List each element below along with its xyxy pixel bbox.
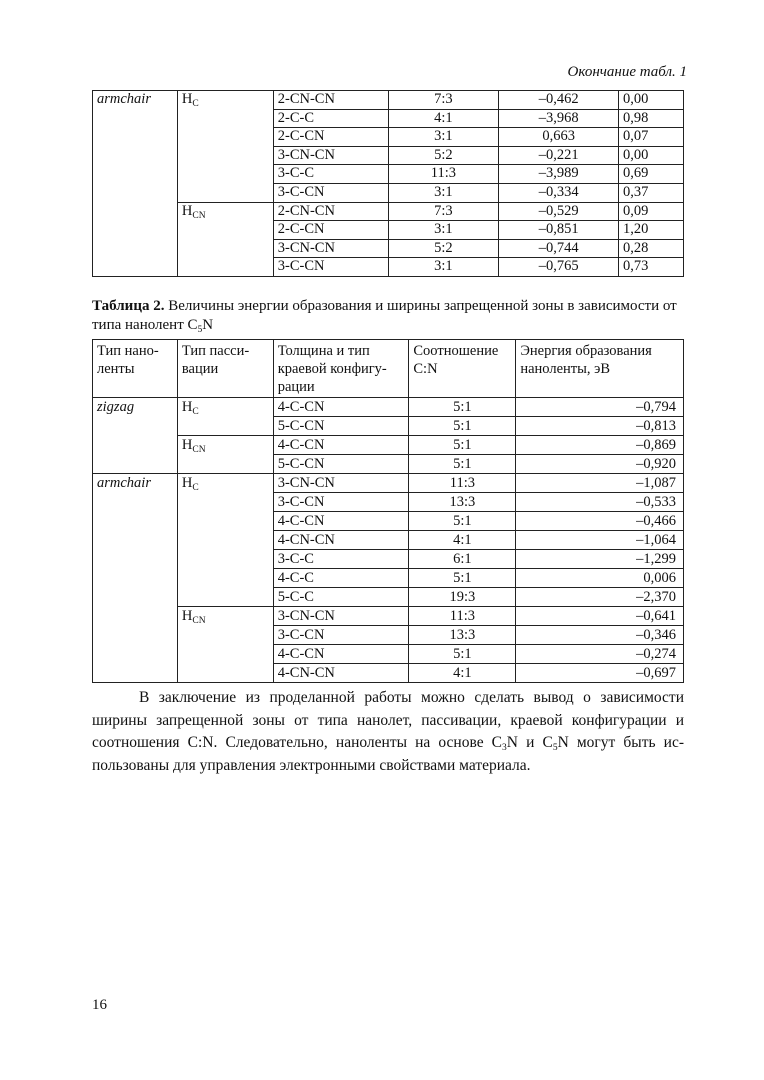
nanoribbon-type-cell — [93, 512, 178, 531]
table-row — [93, 183, 684, 202]
table-cell: 4:1 — [409, 531, 516, 550]
table-row — [93, 550, 684, 569]
table-row — [93, 645, 684, 664]
nanoribbon-type-cell — [93, 183, 178, 202]
nanoribbon-type-cell — [93, 202, 178, 221]
passivation-cell — [177, 436, 273, 455]
nanoribbon-type-cell — [93, 146, 178, 165]
passivation-cell — [177, 474, 273, 493]
table-header-row — [93, 340, 684, 398]
table-cell: –0,533 — [516, 493, 684, 512]
table-cell: 11:3 — [409, 607, 516, 626]
nanoribbon-type-cell — [93, 588, 178, 607]
table-cell: 3-C-C — [273, 165, 388, 184]
table-cell: 5:1 — [409, 436, 516, 455]
table-cell: 5:1 — [409, 569, 516, 588]
table-cell: –0,744 — [499, 239, 619, 258]
passivation-cell — [177, 109, 273, 128]
conclusion-paragraph: В заключение из проделанной работы можно сделать вывод о зависимости ширины запрещенной зоны от типа нанолет, пассивации, краевой конфигурации и соотношения C:N. Следовательно, наноленты на основе $C_3N$ и $C_5N$ могут быть ис-пользованы для управления электронными свойствами материала. — [92, 689, 685, 774]
table-cell: 2-CN-CN — [273, 91, 388, 110]
table-cell: 4-CN-CN — [273, 664, 409, 683]
table-cell: 2-CN-CN — [273, 202, 388, 221]
nanoribbon-type-cell — [93, 664, 178, 683]
table-cell: 5:2 — [388, 239, 499, 258]
passivation-symbol: H — [181, 437, 193, 453]
passivation-cell — [177, 588, 273, 607]
table-row — [93, 109, 684, 128]
table-cell: 0,663 — [499, 128, 619, 147]
passivation-cell — [177, 398, 273, 417]
passivation-symbol: H — [181, 475, 193, 491]
table-cell: 5:2 — [388, 146, 499, 165]
table-cell: –0,794 — [516, 398, 684, 417]
nanoribbon-type-cell: armchair — [93, 91, 178, 110]
table-cell: 5-C-C — [273, 588, 409, 607]
table-cell: 7:3 — [388, 91, 499, 110]
table-cell: –0,851 — [499, 221, 619, 240]
table-cell: 0,98 — [619, 109, 684, 128]
table-cell: 0,00 — [619, 146, 684, 165]
table-row — [93, 91, 684, 110]
table-cell: 0,006 — [516, 569, 684, 588]
passivation-cell — [177, 128, 273, 147]
passivation-cell — [177, 645, 273, 664]
table-cell: 13:3 — [409, 493, 516, 512]
table-cell: 3:1 — [388, 221, 499, 240]
table-header-cell: Тип пасси- вации — [177, 340, 273, 398]
table-row — [93, 202, 684, 221]
table-cell: 5:1 — [409, 417, 516, 436]
table-cell: –0,346 — [516, 626, 684, 645]
table-1-continuation — [92, 90, 684, 277]
table-row — [93, 569, 684, 588]
table-cell: 6:1 — [409, 550, 516, 569]
table-cell: 0,07 — [619, 128, 684, 147]
passivation-symbol: H — [181, 399, 193, 415]
nanoribbon-type-cell — [93, 417, 178, 436]
table-row — [93, 474, 684, 493]
passivation-cell — [177, 183, 273, 202]
nanoribbon-type-cell — [93, 239, 178, 258]
table-cell: 5:1 — [409, 455, 516, 474]
nanoribbon-type-cell — [93, 109, 178, 128]
nanoribbon-type-cell — [93, 626, 178, 645]
table-cell: 4:1 — [409, 664, 516, 683]
table-cell: 3-C-CN — [273, 183, 388, 202]
table-cell: 7:3 — [388, 202, 499, 221]
table-cell: –1,064 — [516, 531, 684, 550]
passivation-cell — [177, 626, 273, 645]
table-cell: –0,920 — [516, 455, 684, 474]
table-cell: 13:3 — [409, 626, 516, 645]
table-row — [93, 165, 684, 184]
passivation-symbol: H — [181, 202, 193, 219]
passivation-cell — [177, 146, 273, 165]
table-cell: 4-CN-CN — [273, 531, 409, 550]
table-cell: –0,765 — [499, 258, 619, 277]
nanoribbon-type-cell: zigzag — [93, 398, 178, 417]
table-cell: 3-CN-CN — [273, 239, 388, 258]
table-cell: 3:1 — [388, 183, 499, 202]
passivation-symbol: H — [181, 608, 193, 624]
table-cell: 3-CN-CN — [273, 607, 409, 626]
nanoribbon-type-cell: armchair — [93, 474, 178, 493]
page-number: 16 — [92, 997, 107, 1013]
table-header-cell: Соотношение C:N — [409, 340, 516, 398]
nanoribbon-type-cell — [93, 455, 178, 474]
table-row — [93, 417, 684, 436]
table-cell: –0,274 — [516, 645, 684, 664]
table-row — [93, 146, 684, 165]
table-cell: 11:3 — [409, 474, 516, 493]
table-row — [93, 128, 684, 147]
passivation-cell — [177, 239, 273, 258]
table-cell: 3-C-C — [273, 550, 409, 569]
passivation-subscript: C — [192, 483, 199, 493]
table-row — [93, 221, 684, 240]
table-cell: –0,529 — [499, 202, 619, 221]
passivation-symbol: H — [181, 91, 193, 107]
table-cell: 0,37 — [619, 183, 684, 202]
passivation-cell — [177, 221, 273, 240]
table-cell: 3-CN-CN — [273, 474, 409, 493]
passivation-cell — [177, 607, 273, 626]
table-cell: 3-CN-CN — [273, 146, 388, 165]
passivation-subscript: CN — [192, 445, 206, 455]
table-cell: 4:1 — [388, 109, 499, 128]
table-row — [93, 398, 684, 417]
nanoribbon-type-cell — [93, 550, 178, 569]
table-cell: 4-C-CN — [273, 645, 409, 664]
table-row — [93, 588, 684, 607]
table-cell: 4-C-C — [273, 569, 409, 588]
table-cell: –2,370 — [516, 588, 684, 607]
table-cell: 2-C-C — [273, 109, 388, 128]
table-cell: 3-C-CN — [273, 258, 388, 277]
nanoribbon-type-cell — [93, 569, 178, 588]
table-cell: 3-C-CN — [273, 493, 409, 512]
passivation-cell — [177, 417, 273, 436]
table-cell: 19:3 — [409, 588, 516, 607]
table-row — [93, 512, 684, 531]
passivation-cell — [177, 664, 273, 683]
table-cell: –0,221 — [499, 146, 619, 165]
table-cell: –0,641 — [516, 607, 684, 626]
passivation-subscript: CN — [192, 616, 206, 626]
table-cell: 0,09 — [619, 202, 684, 221]
table-cell: –1,087 — [516, 474, 684, 493]
passivation-subscript: C — [192, 407, 199, 417]
passivation-cell — [177, 531, 273, 550]
table-cell: 11:3 — [388, 165, 499, 184]
table-cell: –3,968 — [499, 109, 619, 128]
nanoribbon-type-cell — [93, 221, 178, 240]
table-row — [93, 493, 684, 512]
table-cell: 5:1 — [409, 512, 516, 531]
passivation-cell — [177, 569, 273, 588]
passivation-cell — [177, 258, 273, 277]
table-row — [93, 239, 684, 258]
table-2 — [92, 339, 684, 683]
table-cell: –1,299 — [516, 550, 684, 569]
table-cell: 5:1 — [409, 645, 516, 664]
passivation-cell — [177, 550, 273, 569]
nanoribbon-type-cell — [93, 607, 178, 626]
table-cell: 5-C-CN — [273, 417, 409, 436]
table-row — [93, 607, 684, 626]
table-cell: 3-C-CN — [273, 626, 409, 645]
table-row — [93, 455, 684, 474]
table-cell: –0,869 — [516, 436, 684, 455]
table-cell: –0,334 — [499, 183, 619, 202]
passivation-subscript: CN — [192, 210, 206, 221]
table-cell: 4-C-CN — [273, 398, 409, 417]
caption-subscript: 5 — [197, 325, 203, 335]
table-row — [93, 626, 684, 645]
passivation-cell — [177, 165, 273, 184]
table-row — [93, 258, 684, 277]
table-cell: 0,69 — [619, 165, 684, 184]
table-header-cell: Тип нано- ленты — [93, 340, 178, 398]
passivation-cell — [177, 493, 273, 512]
nanoribbon-type-cell — [93, 436, 178, 455]
table-cell: 4-C-CN — [273, 436, 409, 455]
table-cell: 2-C-CN — [273, 128, 388, 147]
table-cell: –0,462 — [499, 91, 619, 110]
nanoribbon-type-cell — [93, 258, 178, 277]
table-header-cell: Энергия образования наноленты, эВ — [516, 340, 684, 398]
table-cell: 4-C-CN — [273, 512, 409, 531]
table-cell: 3:1 — [388, 258, 499, 277]
table-row — [93, 531, 684, 550]
table-cell: 0,73 — [619, 258, 684, 277]
table-cell: –0,697 — [516, 664, 684, 683]
table-cell: 5:1 — [409, 398, 516, 417]
table-row — [93, 664, 684, 683]
table-cell: 5-C-CN — [273, 455, 409, 474]
passivation-subscript: C — [192, 99, 199, 109]
table-2-caption — [92, 297, 692, 335]
table-cell: –0,466 — [516, 512, 684, 531]
passivation-cell — [177, 512, 273, 531]
nanoribbon-type-cell — [93, 165, 178, 184]
table-cell: –3,989 — [499, 165, 619, 184]
table-header-cell: Толщина и тип краевой конфигу- рации — [273, 340, 409, 398]
caption-text: Величины энергии образования и ширины запрещенной зоны в зависимости от типа нанолент C — [92, 298, 677, 333]
passivation-cell — [177, 91, 273, 110]
table-cell: 3:1 — [388, 128, 499, 147]
caption-label: Таблица 2. — [92, 298, 165, 314]
nanoribbon-type-cell — [93, 531, 178, 550]
table-cell: 2-C-CN — [273, 221, 388, 240]
table-cell: 0,28 — [619, 239, 684, 258]
table-continuation-label: Окончание табл. 1 — [567, 64, 687, 80]
table-row — [93, 436, 684, 455]
passivation-cell — [177, 455, 273, 474]
table-cell: 0,00 — [619, 91, 684, 110]
passivation-cell — [177, 202, 273, 221]
table-cell: –0,813 — [516, 417, 684, 436]
caption-text-end: N — [202, 317, 214, 333]
nanoribbon-type-cell — [93, 493, 178, 512]
nanoribbon-type-cell — [93, 128, 178, 147]
nanoribbon-type-cell — [93, 645, 178, 664]
table-cell: 1,20 — [619, 221, 684, 240]
